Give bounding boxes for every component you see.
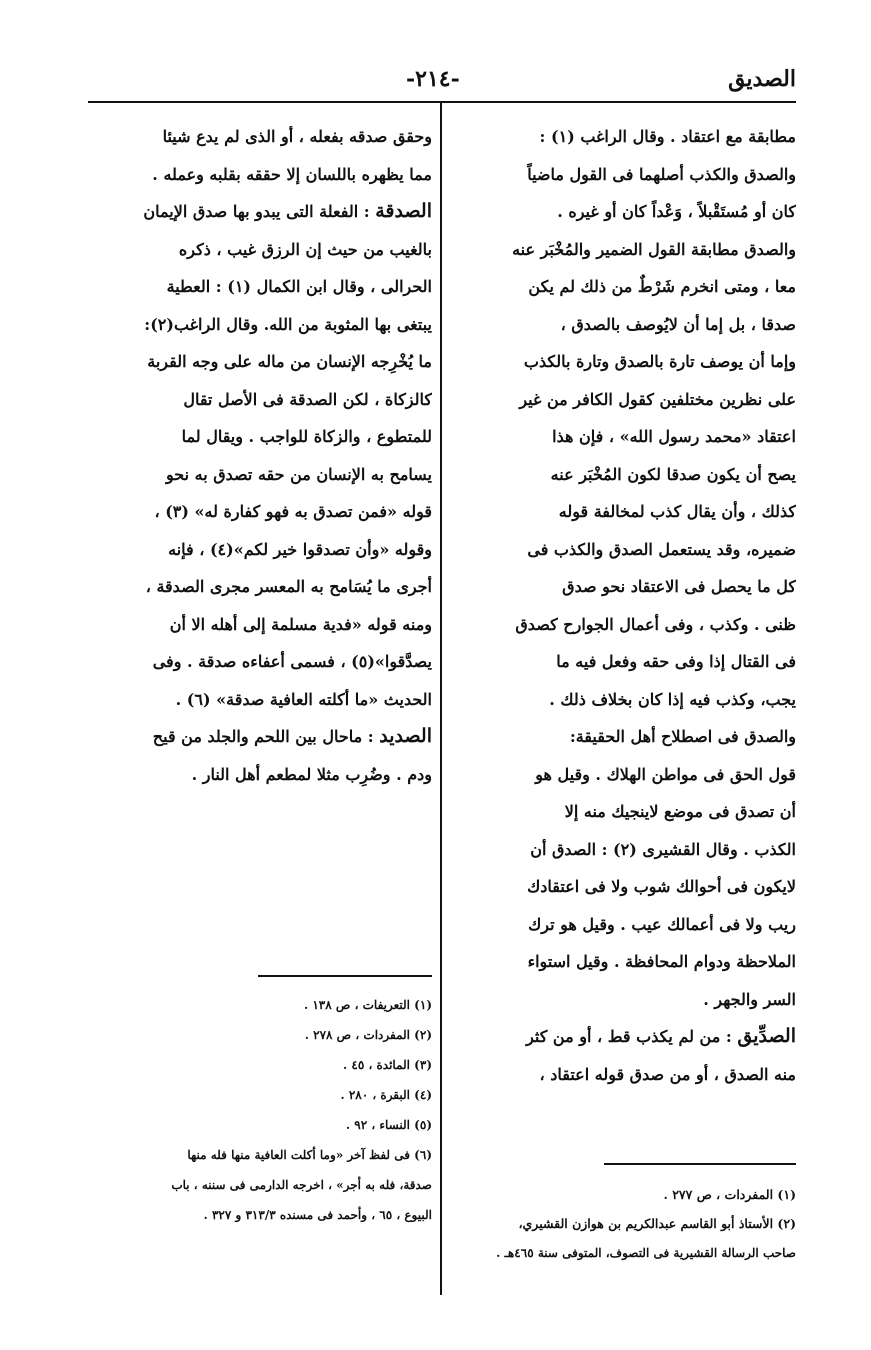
entry-term: الصديد: [379, 725, 432, 747]
text-line: ظنى . وكذب ، وفى أعمال الجوارح كصدق: [515, 614, 796, 634]
footnotes-left: [90, 990, 432, 1230]
text-line: صدقا ، بل إما أن لايُوصف بالصدق ،: [560, 314, 796, 334]
text-line: يجب، وكذب فيه إذا كان بخلاف ذلك .: [549, 689, 796, 709]
text-line: والصدق مطابقة القول الضمير والمُخْبَر عنه: [512, 239, 796, 259]
column-divider: [440, 103, 442, 1295]
text-line: قول الحق فى مواطن الهلاك . وقيل هو: [535, 764, 796, 784]
footnote: صاحب الرسالة القشيرية فى التصوف، المتوفى سنة ٤٦٥هـ .: [496, 1246, 796, 1260]
text-line: يصدَّقوا»(٥) ، فسمى أعفاءه صدقة . وفى: [152, 652, 432, 671]
text-line: ريب ولا فى أعمالك عيب . وقيل هو ترك: [528, 914, 796, 934]
right-column: [452, 118, 796, 1093]
footnote: (٤) البقرة ، ٢٨٠ .: [340, 1088, 432, 1102]
text-line: ضميره، وقد يستعمل الصدق والكذب فى: [527, 539, 796, 559]
text-line: ما يُخْرِجه الإنسان من ماله على وجه القربة: [147, 352, 432, 371]
footnote: (٣) المائدة ، ٤٥ .: [343, 1058, 432, 1072]
text-line: معا ، ومتى انخرم شَرْطٌ من ذلك لم يكن: [528, 277, 796, 296]
entry-text: : الفعلة التى يبدو بها صدق الإيمان: [143, 202, 370, 221]
text-line: أن تصدق فى موضع لاينجيك منه إلا: [564, 802, 796, 821]
entry-line: [90, 718, 432, 756]
text-line: ودم . وضُرِب مثلا لمطعم أهل النار .: [191, 764, 432, 784]
text-line: مما يظهره باللسان إلا حققه بقلبه وعمله .: [152, 164, 432, 184]
text-line: لايكون فى أحوالك شوب ولا فى اعتقادك: [527, 877, 796, 896]
text-line: والصدق والكذب أصلهما فى القول ماضياً: [527, 164, 796, 184]
entry-term: الصدقة: [375, 200, 432, 222]
entry-line: [452, 1018, 796, 1056]
text-line: الكذب . وقال القشيرى (٢) : الصدق أن: [530, 839, 796, 859]
section-heading: والصدق فى اصطلاح أهل الحقيقة:: [569, 727, 796, 746]
text-line: قوله «فمن تصدق به فهو كفارة له» (٣) ،: [154, 502, 432, 521]
running-title: الصديق: [728, 66, 796, 92]
text-line: مطابقة مع اعتقاد . وقال الراغب (١) :: [539, 127, 796, 146]
text-line: يسامح به الإنسان من حقه تصدق به نحو: [166, 464, 432, 484]
text-line: اعتقاد «محمد رسول الله» ، فإن هذا: [552, 427, 796, 446]
entry-text: : ماحال بين اللحم والجلد من قيح: [152, 727, 374, 746]
text-line: يبتغى بها المثوبة من الله. وقال الراغب(٢):: [144, 314, 432, 334]
header-rule: [88, 101, 796, 103]
entry-line: [90, 193, 432, 231]
text-line: كالزكاة ، لكن الصدقة فى الأصل تقال: [183, 389, 432, 409]
footnote: (٦) فى لفظ آخر «وما أكلت العافية منها فله منها: [187, 1148, 432, 1162]
text-line: منه الصدق ، أو من صدق قوله اعتقاد ،: [539, 1064, 796, 1084]
text-line: على نظرين مختلفين كقول الكافر من غير: [519, 389, 796, 409]
footnote: البيوع ، ٦٥ ، وأحمد فى مسنده ٣١٣/٣ و ٣٢٧ .: [203, 1208, 432, 1222]
text-line: كان أو مُستَقْبلاً ، وَعْداً كان أو غيره .: [557, 202, 796, 221]
text-line: يصح أن يكون صدقا لكون المُخْبَر عنه: [550, 464, 796, 484]
text-line: وإما أن يوصف تارة بالصدق وتارة بالكذب: [523, 352, 796, 371]
text-line: الحرالى ، وقال ابن الكمال (١) : العطية: [166, 277, 432, 296]
text-line: أجرى ما يُسَامح به المعسر مجرى الصدقة ،: [145, 577, 432, 596]
entry-term: الصدِّيق: [737, 1025, 796, 1047]
text-line: الحديث «ما أكلته العافية صدقة» (٦) .: [175, 689, 432, 709]
text-line: للمتطوع ، والزكاة للواجب . ويقال لما: [181, 427, 432, 446]
text-line: كل ما يحصل فى الاعتقاد نحو صدق: [562, 577, 796, 596]
footnote-rule: [258, 975, 432, 977]
left-column: [90, 118, 432, 793]
page-header: [88, 60, 796, 98]
text-line: الملاحظة ودوام المحافظة . وقيل استواء: [527, 952, 796, 971]
footnotes-right: [452, 1180, 796, 1268]
text-line: وقوله «وأن تصدقوا خير لكم»(٤) ، فإنه: [168, 539, 432, 559]
text-line: ومنه قوله «فدية مسلمة إلى أهله الا أن: [169, 614, 432, 634]
text-line: وحقق صدقه بفعله ، أو الذى لم يدع شيئا: [162, 127, 432, 146]
footnote: صدقة، فله به أجر» ، اخرجه الدارمى فى سننه ، باب: [171, 1178, 432, 1192]
footnote: (٢) المفردات ، ص ٢٧٨ .: [304, 1028, 432, 1042]
footnote: (١) المفردات ، ص ٢٧٧ .: [663, 1187, 796, 1202]
footnote: (٥) النساء ، ٩٢ .: [345, 1118, 432, 1132]
footnote-rule: [604, 1163, 796, 1165]
page-number: -٢١٤-: [406, 66, 460, 92]
text-line: بالغيب من حيث إن الرزق غيب ، ذكره: [178, 239, 432, 259]
text-line: فى القتال إذا وفى حقه وفعل فيه ما: [556, 652, 796, 671]
entry-text: : من لم يكذب قط ، أو من كثر: [526, 1027, 732, 1046]
text-line: السر والجهر .: [703, 989, 796, 1009]
footnote: (١) التعريفات ، ص ١٣٨ .: [304, 998, 432, 1012]
text-line: كذلك ، وأن يقال كذب لمخالفة قوله: [558, 502, 796, 521]
footnote: (٢) الأستاذ أبو القاسم عبدالكريم بن هوازن القشيري،: [518, 1216, 796, 1231]
